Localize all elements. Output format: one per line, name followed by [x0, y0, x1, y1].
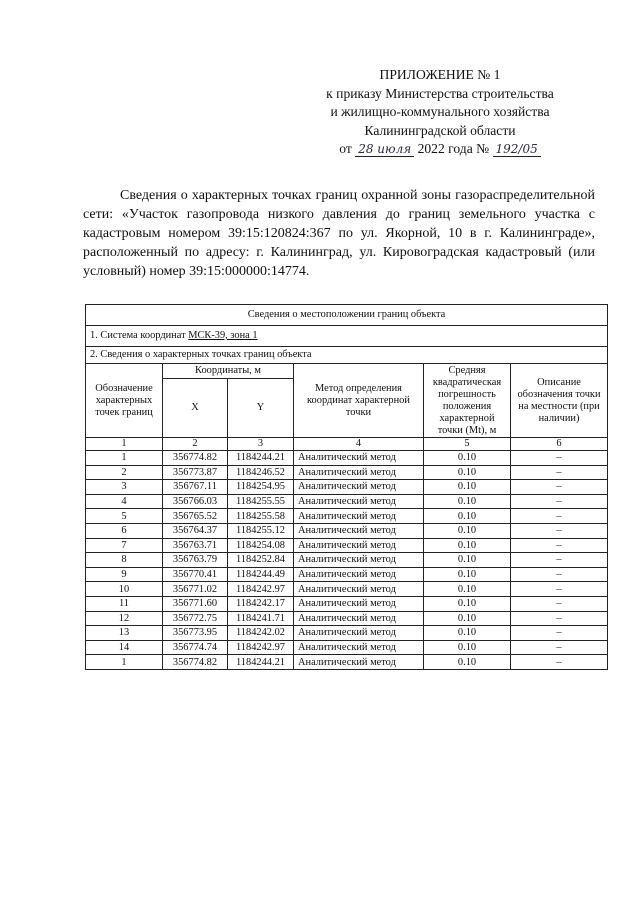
- header-row-top: [86, 364, 608, 379]
- method-cell: Аналитический метод: [294, 465, 424, 480]
- method-cell: Аналитический метод: [294, 553, 424, 568]
- point-cell: 12: [86, 611, 163, 626]
- y-cell: 1184255.55: [228, 494, 294, 509]
- table-row: [86, 567, 608, 582]
- description-cell: –: [511, 523, 608, 538]
- description-cell: –: [511, 480, 608, 495]
- order-line-housing: и жилищно-коммунального хозяйства: [330, 104, 550, 119]
- y-cell: 1184254.08: [228, 538, 294, 553]
- description-cell: –: [511, 465, 608, 480]
- table-row: [86, 509, 608, 524]
- table-row: [86, 523, 608, 538]
- section-two-title: 2. Сведения о характерных точках границ объекта: [86, 347, 608, 364]
- x-cell: 356774.74: [163, 640, 228, 655]
- error-cell: 0.10: [424, 626, 511, 641]
- description-cell: –: [511, 451, 608, 466]
- y-cell: 1184244.49: [228, 567, 294, 582]
- description-cell: –: [511, 494, 608, 509]
- header-error: Средняя квадратическая погрешность положения характерной точки (Mt), м: [424, 364, 511, 438]
- coordinate-system-prefix: 1. Система координат: [90, 330, 186, 341]
- coordinate-system-row: [86, 326, 608, 347]
- coordinate-system-name: МСК-39, зона 1: [188, 330, 258, 341]
- date-prefix: от: [339, 141, 352, 156]
- y-cell: 1184242.17: [228, 596, 294, 611]
- error-cell: 0.10: [424, 567, 511, 582]
- appendix-title: ПРИЛОЖЕНИЕ № 1: [379, 67, 501, 82]
- table-row: [86, 451, 608, 466]
- method-cell: Аналитический метод: [294, 451, 424, 466]
- column-number: 3: [228, 438, 294, 451]
- error-cell: 0.10: [424, 655, 511, 670]
- header-x: X: [163, 379, 228, 438]
- point-cell: 13: [86, 626, 163, 641]
- error-cell: 0.10: [424, 451, 511, 466]
- method-cell: Аналитический метод: [294, 640, 424, 655]
- table-row: [86, 582, 608, 597]
- error-cell: 0.10: [424, 465, 511, 480]
- order-date-line: [300, 140, 580, 159]
- method-cell: Аналитический метод: [294, 523, 424, 538]
- error-cell: 0.10: [424, 494, 511, 509]
- x-cell: 356773.95: [163, 626, 228, 641]
- column-number: 6: [511, 438, 608, 451]
- header-coordinates: Координаты, м: [163, 364, 294, 379]
- x-cell: 356766.03: [163, 494, 228, 509]
- x-cell: 356774.82: [163, 451, 228, 466]
- error-cell: 0.10: [424, 480, 511, 495]
- section-two-row: [86, 347, 608, 364]
- method-cell: Аналитический метод: [294, 655, 424, 670]
- error-cell: 0.10: [424, 640, 511, 655]
- point-cell: 1: [86, 655, 163, 670]
- point-cell: 3: [86, 480, 163, 495]
- y-cell: 1184244.21: [228, 655, 294, 670]
- method-cell: Аналитический метод: [294, 596, 424, 611]
- table-body: [86, 451, 608, 670]
- method-cell: Аналитический метод: [294, 538, 424, 553]
- x-cell: 356771.02: [163, 582, 228, 597]
- x-cell: 356770.41: [163, 567, 228, 582]
- x-cell: 356767.11: [163, 480, 228, 495]
- description-cell: –: [511, 509, 608, 524]
- table-row: [86, 538, 608, 553]
- column-number: 5: [424, 438, 511, 451]
- point-cell: 11: [86, 596, 163, 611]
- point-cell: 8: [86, 553, 163, 568]
- y-cell: 1184242.97: [228, 582, 294, 597]
- appendix-header: [300, 66, 580, 159]
- description-cell: –: [511, 538, 608, 553]
- description-cell: –: [511, 582, 608, 597]
- x-cell: 356774.82: [163, 655, 228, 670]
- x-cell: 356764.37: [163, 523, 228, 538]
- error-cell: 0.10: [424, 509, 511, 524]
- description-cell: –: [511, 626, 608, 641]
- error-cell: 0.10: [424, 611, 511, 626]
- column-number: 2: [163, 438, 228, 451]
- x-cell: 356773.87: [163, 465, 228, 480]
- point-cell: 7: [86, 538, 163, 553]
- column-number: 1: [86, 438, 163, 451]
- y-cell: 1184252.84: [228, 553, 294, 568]
- table-row: [86, 611, 608, 626]
- table-row: [86, 626, 608, 641]
- table-row: [86, 655, 608, 670]
- point-cell: 6: [86, 523, 163, 538]
- y-cell: 1184241.71: [228, 611, 294, 626]
- table-title: Сведения о местоположении границ объекта: [86, 305, 608, 326]
- description-cell: –: [511, 655, 608, 670]
- method-cell: Аналитический метод: [294, 611, 424, 626]
- y-cell: 1184242.02: [228, 626, 294, 641]
- y-cell: 1184242.97: [228, 640, 294, 655]
- error-cell: 0.10: [424, 538, 511, 553]
- header-y: Y: [228, 379, 294, 438]
- y-cell: 1184246.52: [228, 465, 294, 480]
- error-cell: 0.10: [424, 582, 511, 597]
- y-cell: 1184244.21: [228, 451, 294, 466]
- year-text: 2022 года №: [417, 141, 490, 156]
- x-cell: 356765.52: [163, 509, 228, 524]
- intro-paragraph: Сведения о характерных точках границ охранной зоны газораспределительной сети: «Участок газопровода низкого давления до границ земельного участка с кадастровым номером 39:15:120824:367 по ул. Якорной, 10 в г. Калининграде», расположенный по адресу: г. Калининград, ул. Кировоградская кадастровый (или условный) номер 39:15:000000:14774.: [83, 188, 595, 279]
- method-cell: Аналитический метод: [294, 626, 424, 641]
- error-cell: 0.10: [424, 553, 511, 568]
- boundary-points-table: [85, 304, 608, 670]
- error-cell: 0.10: [424, 596, 511, 611]
- point-cell: 14: [86, 640, 163, 655]
- header-description: Описание обозначения точки на местности (при наличии): [511, 364, 608, 438]
- header-point: Обозначение характерных точек границ: [86, 364, 163, 438]
- description-cell: –: [511, 567, 608, 582]
- handwritten-date: 28 июля: [355, 142, 414, 157]
- x-cell: 356772.75: [163, 611, 228, 626]
- method-cell: Аналитический метод: [294, 480, 424, 495]
- y-cell: 1184255.58: [228, 509, 294, 524]
- point-cell: 4: [86, 494, 163, 509]
- column-number: 4: [294, 438, 424, 451]
- point-cell: 1: [86, 451, 163, 466]
- method-cell: Аналитический метод: [294, 509, 424, 524]
- method-cell: Аналитический метод: [294, 494, 424, 509]
- x-cell: 356763.79: [163, 553, 228, 568]
- description-cell: –: [511, 611, 608, 626]
- x-cell: 356771.60: [163, 596, 228, 611]
- description-cell: –: [511, 596, 608, 611]
- table-row: [86, 494, 608, 509]
- table-row: [86, 465, 608, 480]
- table-row: [86, 640, 608, 655]
- table-row: [86, 553, 608, 568]
- method-cell: Аналитический метод: [294, 582, 424, 597]
- table-row: [86, 480, 608, 495]
- order-line-region: Калининградской области: [364, 122, 516, 138]
- error-cell: 0.10: [424, 523, 511, 538]
- point-cell: 10: [86, 582, 163, 597]
- point-cell: 2: [86, 465, 163, 480]
- table-row: [86, 596, 608, 611]
- table-title-row: [86, 305, 608, 326]
- order-line-ministry: к приказу Министерства строительства: [326, 85, 554, 101]
- point-cell: 9: [86, 567, 163, 582]
- description-cell: –: [511, 640, 608, 655]
- y-cell: 1184255.12: [228, 523, 294, 538]
- header-method: Метод определения координат характерной точки: [294, 364, 424, 438]
- point-cell: 5: [86, 509, 163, 524]
- column-numbers-row: [86, 438, 608, 451]
- method-cell: Аналитический метод: [294, 567, 424, 582]
- coordinate-system: [86, 326, 608, 347]
- description-cell: –: [511, 553, 608, 568]
- handwritten-order-number: 192/05: [493, 142, 541, 157]
- y-cell: 1184254.95: [228, 480, 294, 495]
- x-cell: 356763.71: [163, 538, 228, 553]
